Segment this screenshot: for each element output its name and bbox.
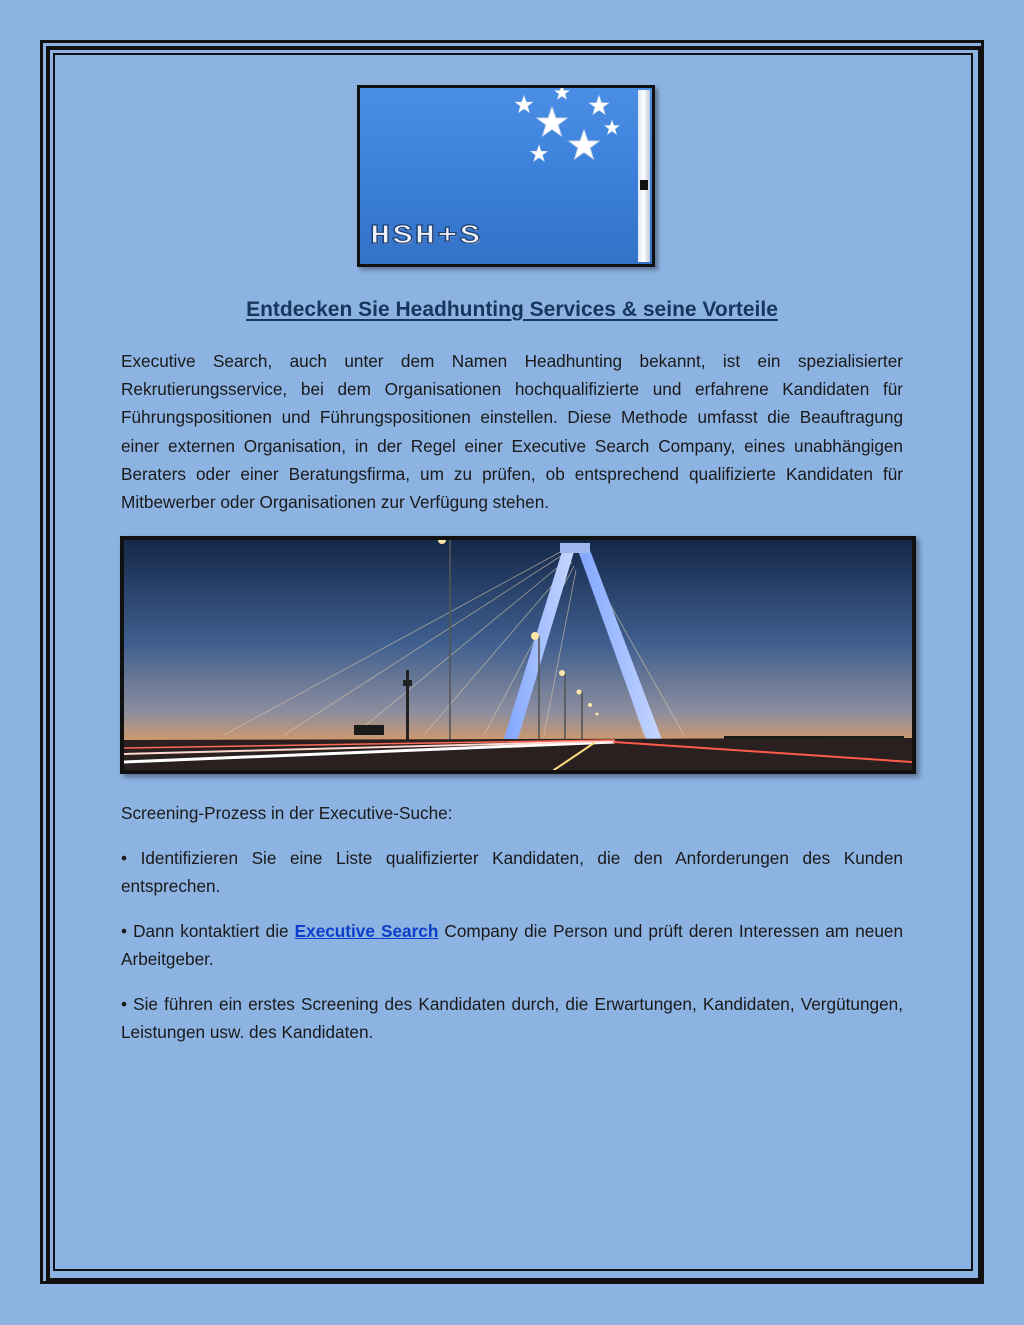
intro-paragraph: Executive Search, auch unter dem Namen Headhunting bekannt, ist ein spezialisierter Rekrutierungsservice, bei dem Organisationen hochqualifizierte und erfahrene Kandidaten für Führungspositionen und Führungspositionen einstellen. Diese Methode umfasst die Beauftragung einer externen Organisation, in der Regel einer Executive Search Company, eines unabhängigen Beraters oder einer Beratungsfirma, um zu prüfen, ob entsprechend qualifizierte Kandidaten für Mitbewerber oder Organisationen zur Verfügung stehen. bbox=[121, 351, 903, 513]
logo-text: HSH+S bbox=[370, 222, 483, 252]
company-logo bbox=[357, 85, 655, 267]
bullet-text-before: • Dann kontaktiert die bbox=[121, 921, 295, 941]
screening-label: Screening-Prozess in der Executive-Suche: bbox=[121, 803, 453, 823]
bullet-item-screening: • Sie führen ein erstes Screening des Kandidaten durch, die Erwartungen, Kandidaten, Vergütungen, Leistungen usw. des Kandidaten. bbox=[121, 994, 903, 1043]
executive-search-link[interactable]: Executive Search bbox=[294, 921, 439, 941]
bullet-item-contact bbox=[121, 917, 903, 973]
page-heading: Entdecken Sie Headhunting Services & seine Vorteile bbox=[246, 298, 778, 321]
bridge-photo bbox=[120, 536, 916, 774]
bridge-at-dusk-photo-icon bbox=[124, 540, 912, 770]
bullet-item-identify: • Identifizieren Sie eine Liste qualifizierter Kandidaten, die den Anforderungen des Kunden entsprechen. bbox=[121, 848, 903, 897]
logo-side-strip bbox=[638, 90, 650, 262]
bullet-text-after: Company die Person und prüft deren Interessen am neuen Arbeitgeber. bbox=[121, 921, 903, 970]
